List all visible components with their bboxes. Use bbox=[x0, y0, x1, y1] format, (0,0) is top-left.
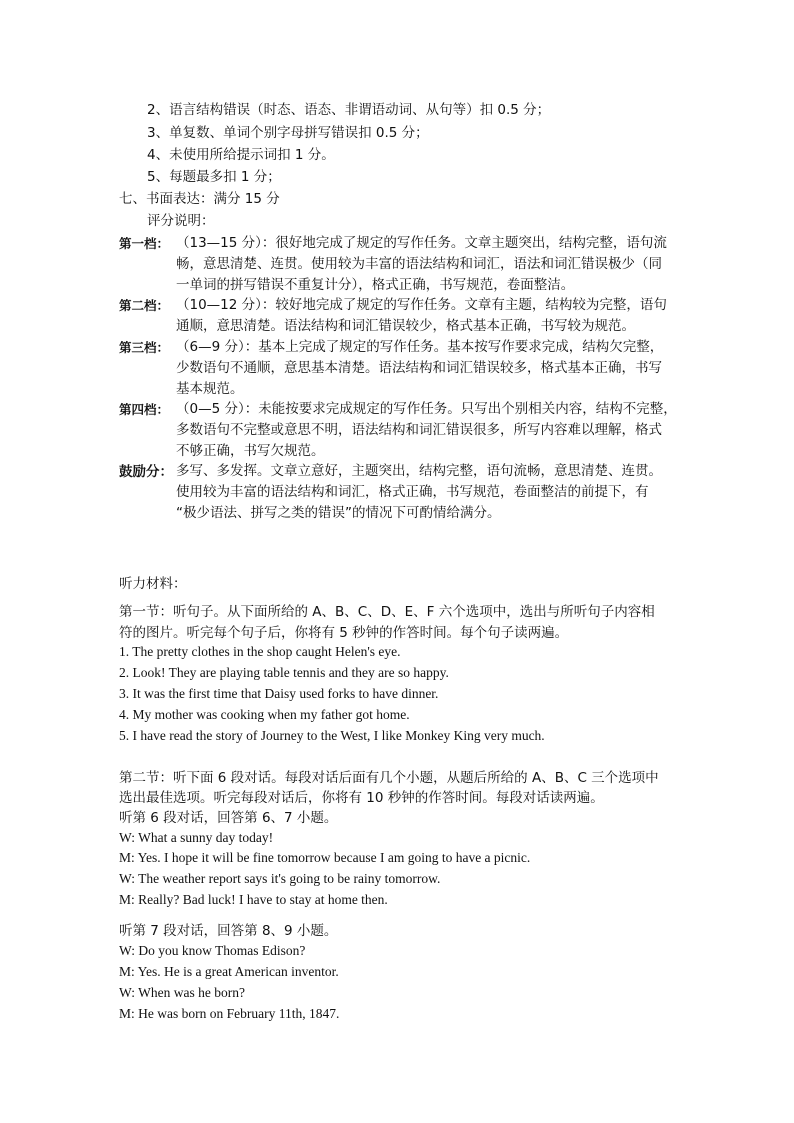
tier-4-text bbox=[176, 399, 677, 462]
encouragement-label: 鼓励分： bbox=[119, 464, 173, 480]
tier-1-text bbox=[176, 233, 667, 296]
encouragement-line: 使用较为丰富的语法结构和词汇，格式正确，书写规范，卷面整洁的前提下，有 bbox=[176, 484, 649, 500]
listening-title: 听力材料： bbox=[119, 576, 187, 592]
tier-1-label: 第一档： bbox=[119, 236, 170, 251]
tier-3-line: 少数语句不通顺，意思基本清楚。语法结构和词汇错误较多，格式基本正确，书写 bbox=[176, 360, 662, 376]
dialogue-6-line: M: Really? Bad luck! I have to stay at home then. bbox=[119, 892, 388, 907]
tier-2-line: （10—12 分）：较好地完成了规定的写作任务。文章有主题，结构较为完整，语句 bbox=[176, 297, 667, 313]
sentence-5: 5. I have read the story of Journey to the West, I like Monkey King very much. bbox=[119, 728, 545, 743]
scoring-rule-3: 3、单复数、单词个别字母拼写错误扣 0.5 分； bbox=[147, 125, 429, 141]
dialogue-7-line: W: When was he born? bbox=[119, 985, 245, 1000]
encouragement-line: 多写、多发挥。文章立意好，主题突出，结构完整，语句流畅，意思清楚、连贯。 bbox=[176, 463, 662, 479]
encouragement-line: “极少语法、拼写之类的错误”的情况下可酌情给满分。 bbox=[176, 505, 501, 521]
tier-4-line: 多数语句不完整或意思不明，语法结构和词汇错误很多，所写内容难以理解，格式 bbox=[176, 422, 662, 438]
sentence-2: 2. Look! They are playing table tennis and they are so happy. bbox=[119, 665, 449, 680]
scoring-rule-2: 2、语言结构错误（时态、语态、非谓语动词、从句等）扣 0.5 分； bbox=[147, 102, 551, 118]
tier-1-line: （13—15 分）：很好地完成了规定的写作任务。文章主题突出，结构完整，语句流 bbox=[176, 235, 667, 251]
section2-intro-line1: 第二节：听下面 6 段对话。每段对话后面有几个小题，从题后所给的 A、B、C 三个选项中 bbox=[119, 770, 659, 786]
section1-intro-line2: 符的图片。听完每个句子后，你将有 5 秒钟的作答时间。每个句子读两遍。 bbox=[119, 625, 569, 641]
scoring-explanation-label: 评分说明： bbox=[147, 213, 215, 229]
tier-3-line: 基本规范。 bbox=[176, 381, 244, 397]
dialogue-7-line: W: Do you know Thomas Edison? bbox=[119, 943, 306, 958]
tier-3-line: （6—9 分）：基本上完成了规定的写作任务。基本按写作要求完成，结构欠完整， bbox=[176, 339, 664, 355]
tier-4-line: 不够正确，书写欠规范。 bbox=[176, 443, 325, 459]
tier-4-line: （0—5 分）：未能按要求完成规定的写作任务。只写出个别相关内容，结构不完整， bbox=[176, 401, 677, 417]
tier-1-line: 一单词的拼写错误不重复计分），格式正确，书写规范，卷面整洁。 bbox=[176, 277, 575, 293]
dialogue-6-line: W: What a sunny day today! bbox=[119, 830, 274, 845]
tier-2-text bbox=[176, 295, 667, 337]
sentence-3: 3. It was the first time that Daisy used forks to have dinner. bbox=[119, 686, 439, 701]
dialogue-6-title: 听第 6 段对话，回答第 6、7 小题。 bbox=[119, 810, 338, 826]
dialogue-6-line: M: Yes. I hope it will be fine tomorrow because I am going to have a picnic. bbox=[119, 850, 531, 865]
section1-intro-line1: 第一节：听句子。从下面所给的 A、B、C、D、E、F 六个选项中，选出与所听句子内容相 bbox=[119, 604, 655, 620]
tier-2-label: 第二档： bbox=[119, 298, 170, 313]
scoring-rule-4: 4、未使用所给提示词扣 1 分。 bbox=[147, 147, 335, 163]
dialogue-7-title: 听第 7 段对话，回答第 8、9 小题。 bbox=[119, 923, 338, 939]
dialogue-7-line: M: Yes. He is a great American inventor. bbox=[119, 964, 339, 979]
tier-2-line: 通顺，意思清楚。语法结构和词汇错误较少，格式基本正确，书写较为规范。 bbox=[176, 318, 635, 334]
tier-3-text bbox=[176, 337, 663, 400]
writing-heading: 七、书面表达：满分 15 分 bbox=[119, 191, 280, 207]
tier-3-label: 第三档： bbox=[119, 340, 170, 355]
scoring-rule-5: 5、每题最多扣 1 分； bbox=[147, 169, 281, 185]
sentence-4: 4. My mother was cooking when my father got home. bbox=[119, 707, 410, 722]
tier-1-line: 畅，意思清楚、连贯。使用较为丰富的语法结构和词汇，语法和词汇错误极少（同 bbox=[176, 256, 662, 272]
dialogue-7-line: M: He was born on February 11th, 1847. bbox=[119, 1006, 340, 1021]
encouragement-text bbox=[176, 461, 662, 524]
tier-4-label: 第四档： bbox=[119, 402, 170, 417]
section2-intro-line2: 选出最佳选项。听完每段对话后，你将有 10 秒钟的作答时间。每段对话读两遍。 bbox=[119, 790, 604, 806]
dialogue-6-line: W: The weather report says it's going to be rainy tomorrow. bbox=[119, 871, 441, 886]
sentence-1: 1. The pretty clothes in the shop caught Helen's eye. bbox=[119, 644, 401, 659]
